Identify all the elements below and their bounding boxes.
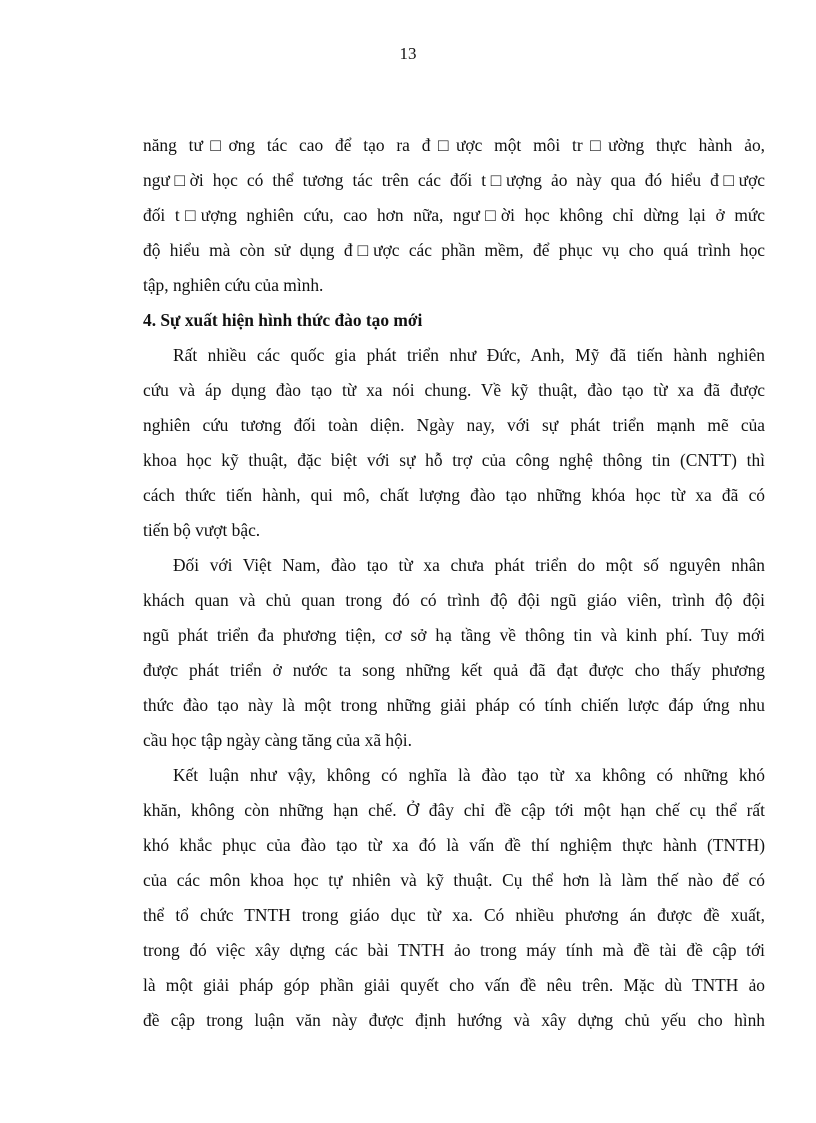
- body-line: khó khắc phục của đào tạo từ xa đó là vấn đề thí nghiệm thực hành (TNTH): [143, 835, 765, 855]
- body-line: Rất nhiều các quốc gia phát triển như Đức, Anh, Mỹ đã tiến hành nghiên: [173, 345, 765, 365]
- body-line: khoa học kỹ thuật, đặc biệt với sự hỗ trợ của công nghệ thông tin (CNTT) thì: [143, 450, 765, 470]
- body-line: tiến bộ vượt bậc.: [143, 520, 261, 540]
- body-line: đề cập trong luận văn này được định hướng và xây dựng chủ yếu cho hình: [143, 1010, 765, 1030]
- page-number: 13: [399, 44, 417, 63]
- body-line: nghiên cứu tương đối toàn diện. Ngày nay, với sự phát triển mạnh mẽ của: [143, 415, 765, 435]
- body-line: cứu và áp dụng đào tạo từ xa nói chung. Về kỹ thuật, đào tạo từ xa đã được: [143, 380, 765, 400]
- body-line: cầu học tập ngày càng tăng của xã hội.: [143, 730, 412, 750]
- section-heading: 4. Sự xuất hiện hình thức đào tạo mới: [143, 310, 423, 330]
- body-line: được phát triển ở nước ta song những kết quả đã đạt được cho thấy phương: [143, 660, 765, 680]
- body-line: ngư□ời học có thể tương tác trên các đối t□ượng ảo này qua đó hiểu đ□ược: [143, 170, 765, 190]
- body-line: tập, nghiên cứu của mình.: [143, 275, 324, 295]
- body-line: thể tổ chức TNTH trong giáo dục từ xa. Có nhiều phương án được đề xuất,: [143, 905, 765, 925]
- body-line: thức đào tạo này là một trong những giải pháp có tính chiến lược đáp ứng nhu: [143, 695, 765, 715]
- body-line: của các môn khoa học tự nhiên và kỹ thuật. Cụ thể hơn là làm thế nào để có: [143, 870, 765, 890]
- body-line: Đối với Việt Nam, đào tạo từ xa chưa phát triển do một số nguyên nhân: [173, 555, 765, 575]
- body-line: năng tư□ơng tác cao để tạo ra đ□ược một môi tr□ường thực hành ảo,: [143, 135, 765, 155]
- body-line: độ hiểu mà còn sử dụng đ□ược các phần mềm, để phục vụ cho quá trình học: [143, 240, 765, 260]
- body-line: khăn, không còn những hạn chế. Ở đây chỉ đề cập tới một hạn chế cụ thể rất: [143, 800, 765, 820]
- body-line: khách quan và chủ quan trong đó có trình độ đội ngũ giáo viên, trình độ đội: [143, 590, 765, 610]
- body-line: Kết luận như vậy, không có nghĩa là đào tạo từ xa không có những khó: [173, 765, 765, 785]
- body-line: ngũ phát triển đa phương tiện, cơ sở hạ tầng về thông tin và kinh phí. Tuy mới: [143, 625, 765, 645]
- body-line: là một giải pháp góp phần giải quyết cho vấn đề nêu trên. Mặc dù TNTH ảo: [143, 975, 765, 995]
- body-line: đối t□ượng nghiên cứu, cao hơn nữa, ngư□ời học không chỉ dừng lại ở mức: [143, 205, 765, 225]
- body-line: cách thức tiến hành, qui mô, chất lượng đào tạo những khóa học từ xa đã có: [143, 485, 765, 505]
- body-line: trong đó việc xây dựng các bài TNTH ảo trong máy tính mà đề tài đề cập tới: [143, 940, 765, 960]
